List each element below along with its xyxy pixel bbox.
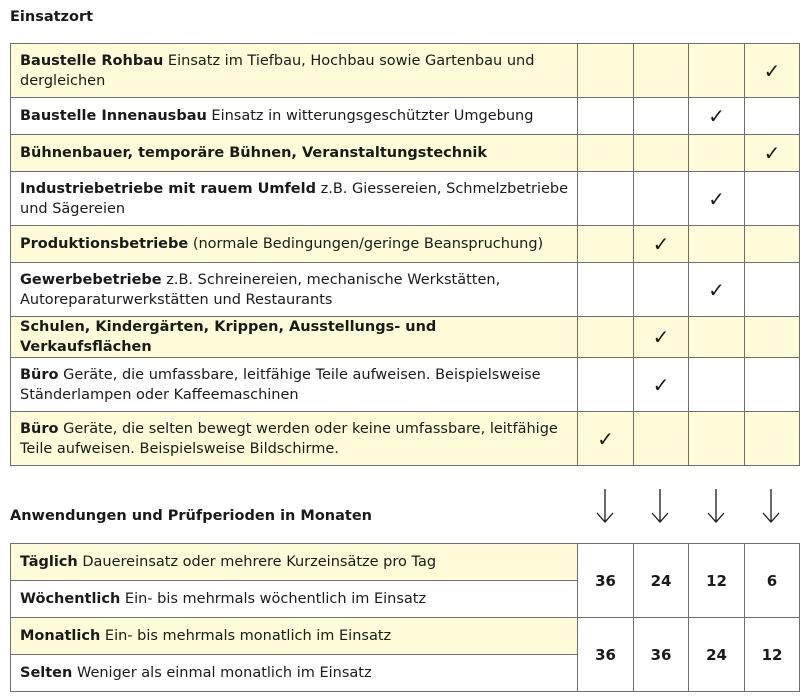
check-icon: ✓ <box>763 58 781 83</box>
row-description <box>11 358 578 412</box>
check-cell <box>745 135 800 172</box>
row-description <box>11 655 578 692</box>
check-cell <box>689 44 745 98</box>
period-value: 24 <box>689 618 745 692</box>
row-description <box>11 618 578 655</box>
arrow-down-icon <box>650 486 670 526</box>
check-cell <box>634 172 689 226</box>
row-label: Gewerbebetriebe <box>20 271 162 288</box>
period-value: 36 <box>634 618 689 692</box>
row-description <box>11 98 578 135</box>
check-cell <box>745 317 800 358</box>
row-description <box>11 581 578 618</box>
einsatzort-row <box>11 358 800 412</box>
pruefperiode-row <box>11 544 800 581</box>
check-cell <box>634 44 689 98</box>
section-title-pruefperioden: Anwendungen und Prüfperioden in Monaten <box>10 508 372 524</box>
check-cell <box>634 317 689 358</box>
check-cell <box>689 358 745 412</box>
einsatzort-table <box>10 43 800 466</box>
row-description <box>11 172 578 226</box>
check-cell <box>634 412 689 466</box>
period-value: 36 <box>578 618 634 692</box>
check-cell <box>578 44 634 98</box>
row-description <box>11 412 578 466</box>
period-value: 12 <box>745 618 800 692</box>
row-label: Täglich <box>20 554 78 570</box>
row-text: Geräte, die umfassbare, leitfähige Teile aufweisen. Beispielsweise Ständerlampen oder Kaffeemaschinen <box>20 366 541 403</box>
row-label: Wöchentlich <box>20 591 121 607</box>
check-icon: ✓ <box>652 325 670 349</box>
check-icon: ✓ <box>708 186 725 211</box>
einsatzort-row <box>11 135 800 172</box>
row-text: (normale Bedingungen/geringe Beanspruchung) <box>188 236 544 252</box>
check-cell <box>578 358 634 412</box>
row-label: Baustelle Innenausbau <box>20 108 207 124</box>
row-label: Baustelle Rohbau <box>20 52 164 69</box>
check-cell <box>578 135 634 172</box>
check-cell <box>745 172 800 226</box>
check-icon: ✓ <box>652 232 670 256</box>
check-cell <box>689 98 745 135</box>
check-cell <box>578 172 634 226</box>
check-cell <box>634 358 689 412</box>
row-label: Industriebetriebe mit rauem Umfeld <box>20 180 316 197</box>
row-text: z.B. Giessereien, Schmelzbetriebe und Sägereien <box>20 180 569 217</box>
column-arrows <box>577 486 799 530</box>
check-cell <box>745 98 800 135</box>
check-icon: ✓ <box>763 141 781 165</box>
check-icon: ✓ <box>652 372 670 397</box>
einsatzort-row <box>11 412 800 466</box>
row-text: Weniger als einmal monatlich im Einsatz <box>72 665 372 681</box>
pruefperioden-table <box>10 543 800 692</box>
einsatzort-row <box>11 317 800 358</box>
row-label: Schulen, Kindergärten, Krippen, Ausstellungs- und Verkaufsflächen <box>20 319 437 355</box>
check-cell <box>689 172 745 226</box>
check-icon: ✓ <box>708 277 725 302</box>
period-value: 6 <box>745 544 800 618</box>
row-description <box>11 226 578 263</box>
row-label: Produktionsbetriebe <box>20 236 189 252</box>
einsatzort-row <box>11 172 800 226</box>
einsatzort-row <box>11 263 800 317</box>
row-text: z.B. Schreinereien, mechanische Werkstätten, Autoreparaturwerkstätten und Restaurants <box>20 271 501 308</box>
row-description <box>11 263 578 317</box>
check-cell <box>745 263 800 317</box>
row-text: Geräte, die selten bewegt werden oder keine umfassbare, leitfähige Teile aufweisen. Beispielsweise Bildschirme. <box>20 420 558 457</box>
check-cell <box>634 263 689 317</box>
row-text: Ein- bis mehrmals monatlich im Einsatz <box>100 628 392 644</box>
row-description <box>11 44 578 98</box>
einsatzort-row <box>11 44 800 98</box>
row-label: Bühnenbauer, temporäre Bühnen, Veranstaltungstechnik <box>20 145 488 161</box>
check-cell <box>745 358 800 412</box>
check-cell <box>689 263 745 317</box>
row-text: Einsatz im Tiefbau, Hochbau sowie Gartenbau und dergleichen <box>20 52 535 89</box>
check-cell <box>689 317 745 358</box>
arrow-down-icon <box>595 486 615 526</box>
check-cell <box>745 44 800 98</box>
check-cell <box>578 226 634 263</box>
row-text: Dauereinsatz oder mehrere Kurzeinsätze pro Tag <box>77 554 437 570</box>
check-cell <box>578 98 634 135</box>
arrow-down-icon <box>706 486 726 526</box>
row-text: Ein- bis mehrmals wöchentlich im Einsatz <box>120 591 427 607</box>
pruefperiode-row <box>11 618 800 655</box>
period-value: 36 <box>578 544 634 618</box>
period-value: 24 <box>634 544 689 618</box>
check-cell <box>689 226 745 263</box>
einsatzort-row <box>11 226 800 263</box>
row-label: Selten <box>20 665 73 681</box>
check-cell <box>745 226 800 263</box>
check-icon: ✓ <box>597 426 614 451</box>
einsatzort-row <box>11 98 800 135</box>
check-icon: ✓ <box>708 104 725 128</box>
check-cell <box>689 412 745 466</box>
row-text: Einsatz in witterungsgeschützter Umgebung <box>206 108 534 124</box>
check-cell <box>634 226 689 263</box>
row-description <box>11 135 578 172</box>
check-cell <box>578 263 634 317</box>
section-title-einsatzort: Einsatzort <box>10 9 94 25</box>
check-cell <box>578 412 634 466</box>
arrow-down-icon <box>761 486 781 526</box>
check-cell <box>578 317 634 358</box>
row-label: Büro <box>20 366 59 383</box>
check-cell <box>745 412 800 466</box>
row-description <box>11 544 578 581</box>
check-cell <box>634 98 689 135</box>
check-cell <box>634 135 689 172</box>
row-label: Monatlich <box>20 628 101 644</box>
row-description <box>11 317 578 358</box>
period-value: 12 <box>689 544 745 618</box>
row-label: Büro <box>20 420 59 437</box>
check-cell <box>689 135 745 172</box>
